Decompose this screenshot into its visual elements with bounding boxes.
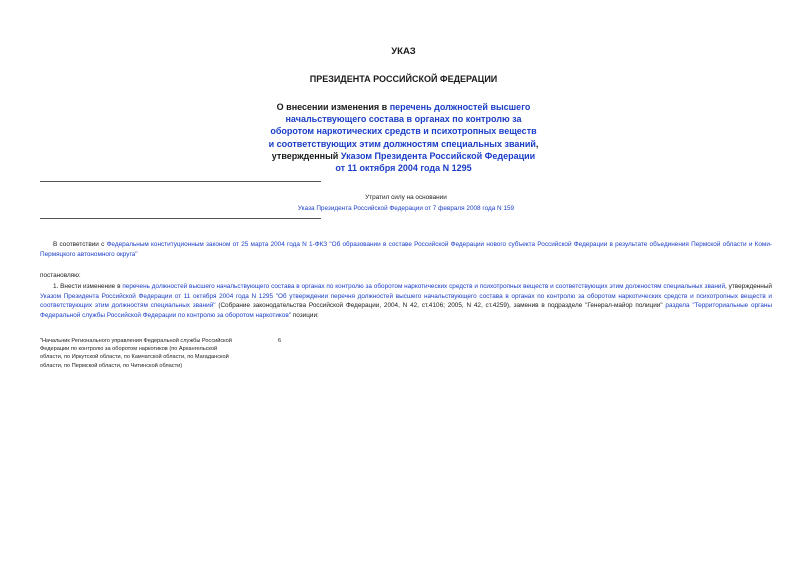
subject-text-mid: , утвержденный [271,138,539,161]
paragraph-resolve: постановляю: [40,272,81,279]
item1-link-list[interactable]: перечень должностей высшего начальствующего состава в органах по контролю за оборотом наркотических средств и психотропных веществ и соответствующих этим должностям специальных званий [122,283,726,290]
basis-text: В соответствии с [53,241,107,248]
subject-text-pre: О внесении изменения в [276,102,390,112]
basis-law-link[interactable]: Федеральным конституционным законом от 25 марта 2004 года N 1-ФКЗ "Об образовании в составе Российской Федерации нового субъекта Российской Федерации в результате объединения Пермской области и Коми-Пермяцкого автономного округа" [40,241,773,258]
doc-issuer: ПРЕЗИДЕНТА РОССИЙСКОЙ ФЕДЕРАЦИИ [309,74,498,84]
status-link[interactable]: Указа Президента Российской Федерации от 7 февраля 2008 года N 159 [297,205,515,212]
doc-subject [0,101,807,174]
item1-link-decree[interactable]: Указом Президента Российской Федерации от 11 октября 2004 года N 1295 "Об утверждении перечня должностей высшего начальствующего состава в органах по контролю за оборотом наркотических средств и психотропных веществ и соответствующих этим должностям специальных званий" [40,292,772,309]
status-block [256,192,556,214]
divider-bottom [40,218,321,219]
status-label: Утратил силу на основании [365,194,447,201]
item1-text-end: позиции: [291,311,319,319]
position-count: 6 [278,338,282,344]
item1-link-section[interactable]: раздела "Территориальные органы Федеральной службы Российской Федерации по контролю за оборотом наркотиков" [40,302,772,319]
divider-top [40,181,321,182]
subject-link-decree[interactable]: Указом Президента Российской Федерации от 11 октября 2004 года N 1295 [335,150,536,174]
paragraph-basis [40,240,772,259]
doc-title: УКАЗ [391,46,416,57]
item1-text-mid: , утвержденный [725,283,772,290]
item1-text-mid2: (Собрание законодательства Российской Федерации, 2004, N 42, ст.4106; 2005, N 42, ст.4259), заменив в подразделе "Генерал-майор полиции" [215,302,666,309]
subject-link-list[interactable]: перечень должностей высшего начальствующего состава в органах по контролю за оборотом наркотических средств и психотропных веществ и соответствующих этим должностям специальных званий [268,102,537,149]
position-cell: "Начальник Регионального управления Федеральной службы Российской Федерации по контролю за оборотом наркотиков (по Архангельской области, по Иркутской области, по Камчатской области, по Магаданской области, по Пермской области, по Читинской области) [40,338,232,369]
paragraph-item-1 [40,282,772,320]
item1-text-pre: 1. Внести изменение в [53,283,123,290]
